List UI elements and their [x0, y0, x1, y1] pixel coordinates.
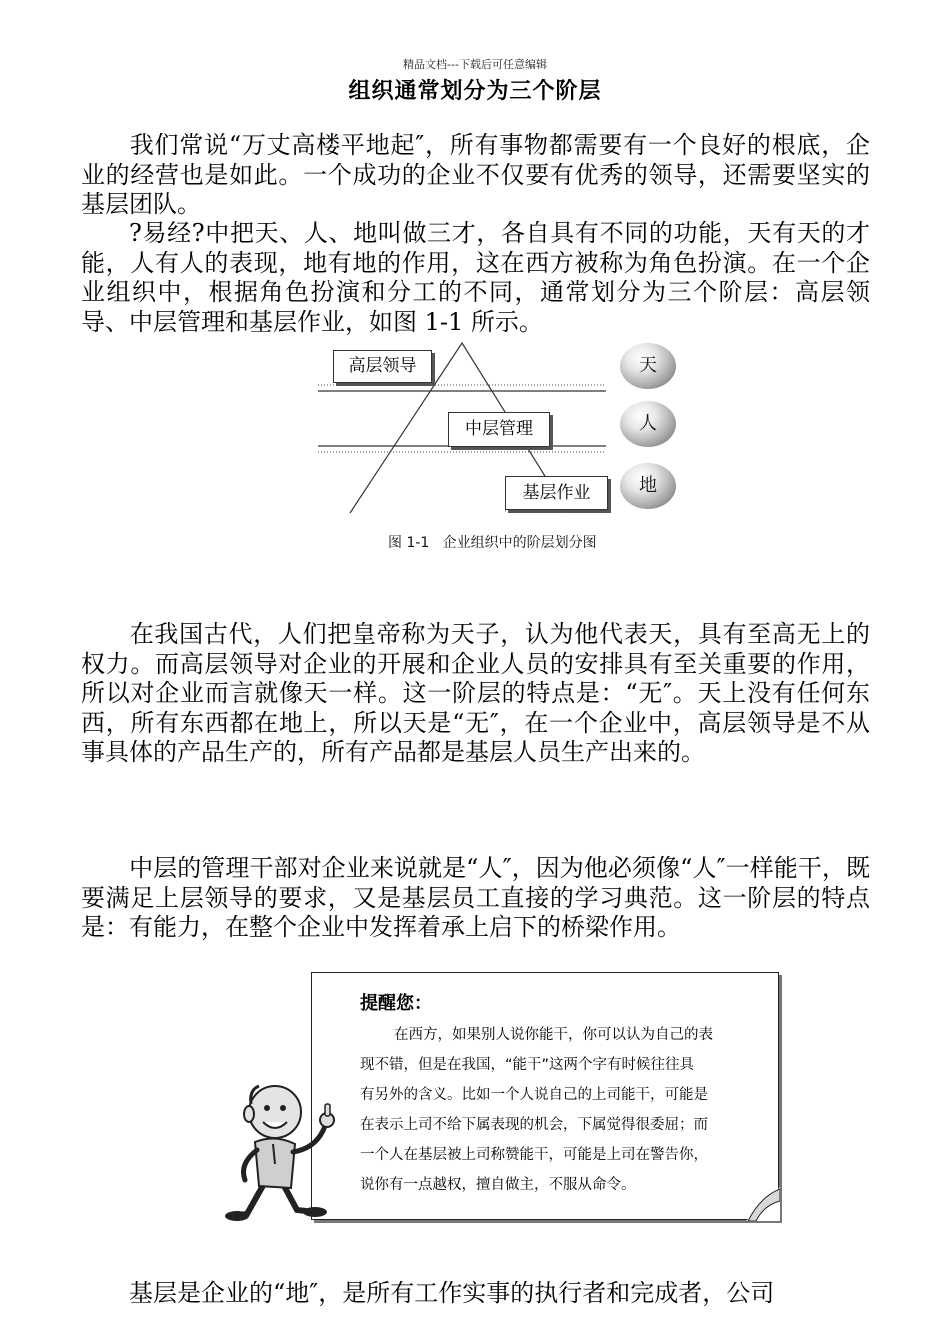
paragraph-4	[81, 854, 870, 943]
tip-line: 现不错，但是在我国，“能干”这两个字有时候往往具	[360, 1057, 695, 1073]
earth-ball: 地	[620, 463, 676, 509]
tip-line: 在表示上司不给下属表现的机会，下属觉得很委屈；而	[360, 1117, 708, 1133]
page-curl-icon	[746, 1187, 780, 1221]
sky-ball: 天	[620, 343, 676, 389]
paragraph-5-text: 基层是企业的“地″，是所有工作实事的执行者和完成者，公司	[129, 1279, 775, 1307]
hierarchy-figure	[310, 335, 690, 560]
tip-line: 在西方，如果别人说你能干，你可以认为自己的表	[394, 1027, 713, 1043]
tip-card	[311, 972, 779, 1220]
tip-box	[225, 968, 795, 1226]
level-high-box: 高层领导	[333, 350, 432, 383]
tip-title: 提醒您：	[360, 993, 432, 1014]
level-base-box: 基层作业	[505, 476, 608, 510]
person-ball: 人	[620, 401, 676, 447]
paragraph-4-text: 中层的管理干部对企业来说就是“人″，因为他必须像“人″一样能干，既要满足上层领导的要求，又是基层员工直接的学习典范。这一阶层的特点是：有能力，在整个企业中发挥着承上启下的桥梁作用。	[81, 854, 870, 942]
figure-caption: 图 1-1 企业组织中的阶层划分图	[388, 535, 597, 551]
paragraph-3	[81, 620, 870, 768]
header-note: 精品文档---下载后可任意编辑	[403, 58, 547, 71]
page-title: 组织通常划分为三个阶层	[348, 79, 602, 104]
tip-line: 一个人在基层被上司称赞能干，可能是上司在警告你，	[360, 1147, 708, 1163]
cartoon-man-icon	[225, 1064, 365, 1224]
tip-line: 有另外的含义。比如一个人说自己的上司能干，可能是	[360, 1087, 708, 1103]
paragraph-2	[81, 219, 870, 337]
paragraph-1-text: 我们常说“万丈高楼平地起″，所有事物都需要有一个良好的根底，企业的经营也是如此。一个成功的企业不仅要有优秀的领导，还需要坚实的基层团队。	[81, 131, 870, 219]
paragraph-3-text: 在我国古代，人们把皇帝称为天子，认为他代表天，具有至高无上的权力。而高层领导对企业的开展和企业人员的安排具有至关重要的作用，所以对企业而言就像天一样。这一阶层的特点是：“无″。天上没有任何东西，所有东西都在地上，所以天是“无″，在一个企业中，高层领导是不从事具体的产品生产的，所有产品都是基层人员生产出来的。	[81, 620, 870, 767]
paragraph-5	[81, 1279, 870, 1309]
level-mid-box: 中层管理	[448, 412, 550, 447]
paragraph-2-text: ?易经?中把天、人、地叫做三才，各自具有不同的功能，天有天的才能，人有人的表现，地有地的作用，这在西方被称为角色扮演。在一个企业组织中，根据角色扮演和分工的不同，通常划分为三个阶层：高层领导、中层管理和基层作业，如图 1-1 所示。	[81, 219, 870, 336]
tip-line: 说你有一点越权，擅自做主，不服从命令。	[360, 1177, 636, 1193]
paragraph-1	[81, 131, 870, 220]
